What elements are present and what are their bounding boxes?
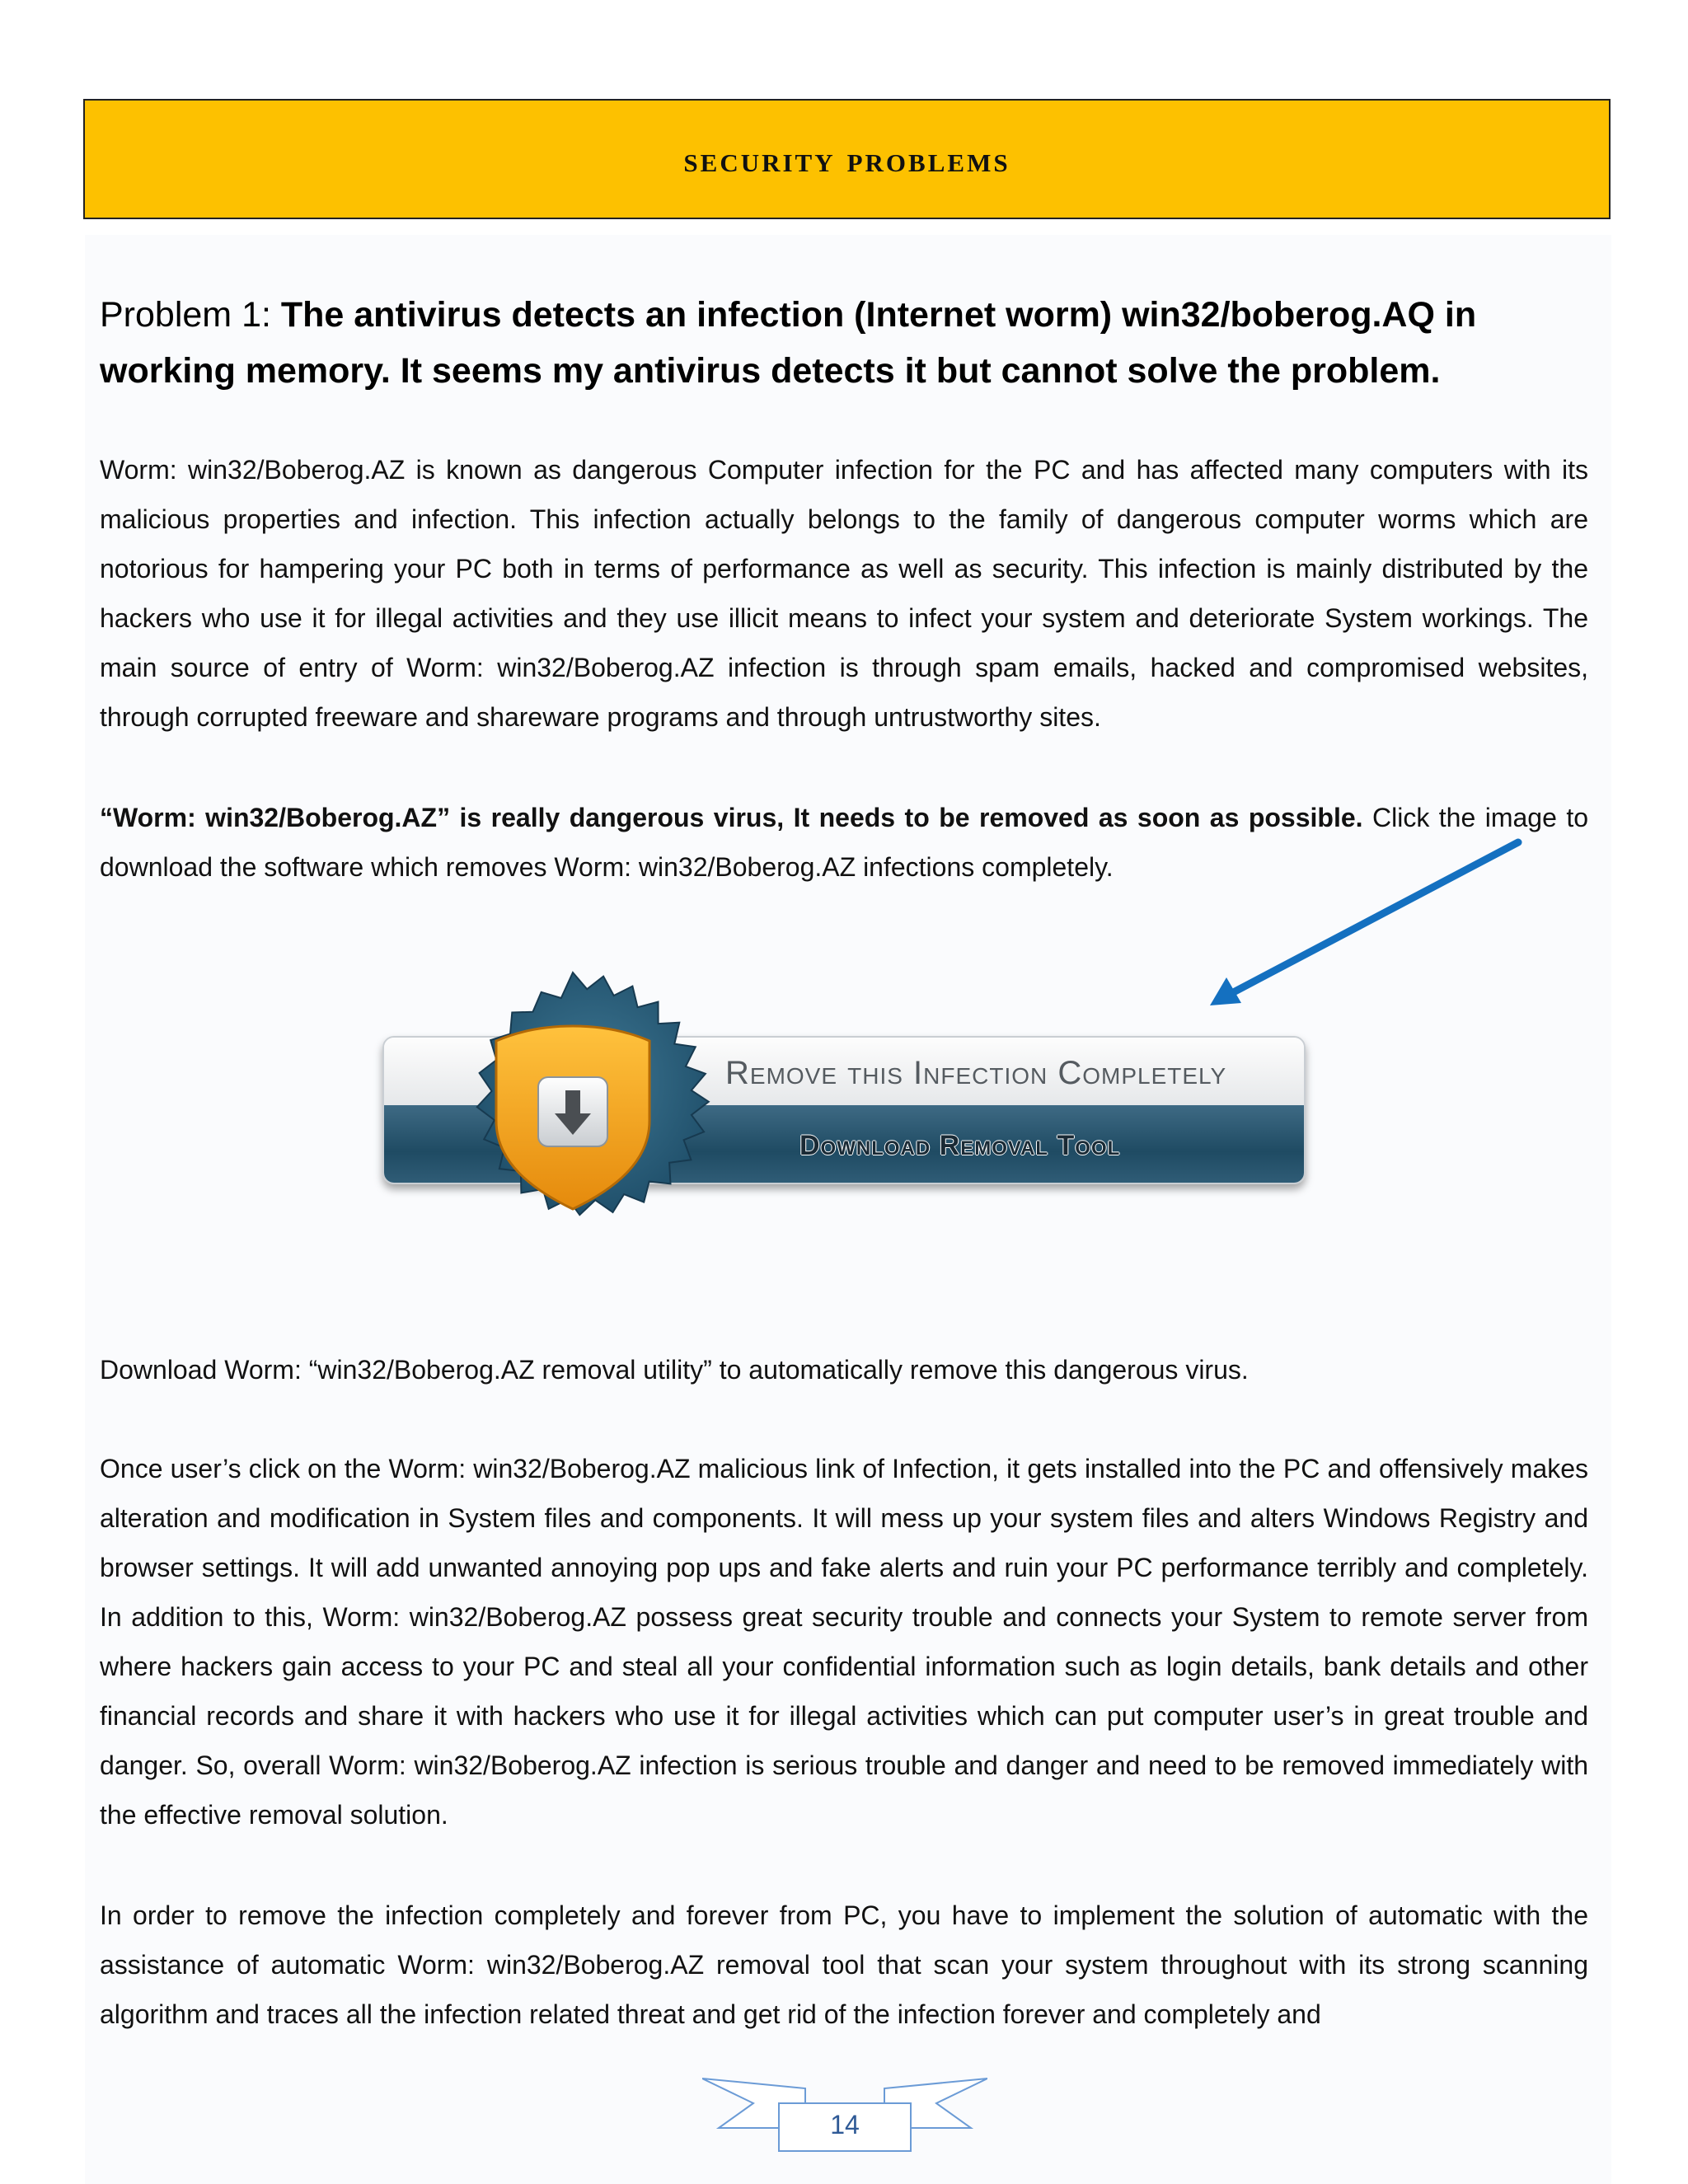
paragraph-download-note: Download Worm: “win32/Boberog.AZ removal utility” to automatically remove this dangerous virus. — [100, 1355, 1249, 1385]
download-banner-subtitle: Download Removal Tool — [799, 1129, 1121, 1161]
section-title: security problems — [683, 138, 1010, 180]
download-removal-tool-button[interactable] — [379, 968, 1315, 1257]
shield-seal-icon — [429, 968, 717, 1257]
problem-label: Problem 1: — [100, 295, 281, 335]
page-number: 14 — [830, 2109, 860, 2139]
paragraph-details: Once user’s click on the Worm: win32/Boberog.AZ malicious link of Infection, it gets installed into the PC and offensively makes alteration and modification in System files and components. It will mess up your system files and alters Windows Registry and browser settings. It will add unwanted annoying pop ups and fake alerts and ruin your PC performance terribly and completely. In addition to this, Worm: win32/Boberog.AZ possess great security trouble and connects your System to remote server from where hackers gain access to your PC and steal all your confidential information such as login details, bank details and other financial records and share it with hackers who use it for illegal activities which can put computer user’s in great trouble and danger. So, overall Worm: win32/Boberog.AZ infection is serious trouble and danger and need to be removed immediately with the effective removal solution. — [100, 1454, 1588, 1830]
paragraph-solution: In order to remove the infection completely and forever from PC, you have to implement the solution of automatic with the assistance of automatic Worm: win32/Boberog.AZ removal tool that scan your system throughout with its strong scanning algorithm and traces all the infection related threat and get rid of the infection forever and completely and — [100, 1900, 1588, 2029]
paragraph-intro: Worm: win32/Boberog.AZ is known as dangerous Computer infection for the PC and has affected many computers with its malicious properties and infection. This infection actually belongs to the family of dangerous computer worms which are notorious for hampering your PC both in terms of performance as well as security. This infection is mainly distributed by the hackers who use it for illegal activities and they use illicit means to infect your system and deteriorate System workings. The main source of entry of Worm: win32/Boberog.AZ infection is through spam emails, hacked and compromised websites, through corrupted freeware and shareware programs and through untrustworthy sites. — [100, 455, 1588, 732]
section-header — [83, 99, 1611, 219]
download-banner-title: Remove this Infection Completely — [725, 1054, 1227, 1091]
problem-title: The antivirus detects an infection (Internet worm) win32/boberog.AQ in working memory. It seems my antivirus detects it but cannot solve the problem. — [100, 295, 1477, 391]
problem-heading — [100, 287, 1592, 399]
warning-bold-text: “Worm: win32/Boberog.AZ” is really dangerous virus, It needs to be removed as soon as possible. — [100, 803, 1363, 832]
warning-text: Click the image to download the software which removes Worm: win32/Boberog.AZ infections completely. — [100, 803, 1589, 882]
